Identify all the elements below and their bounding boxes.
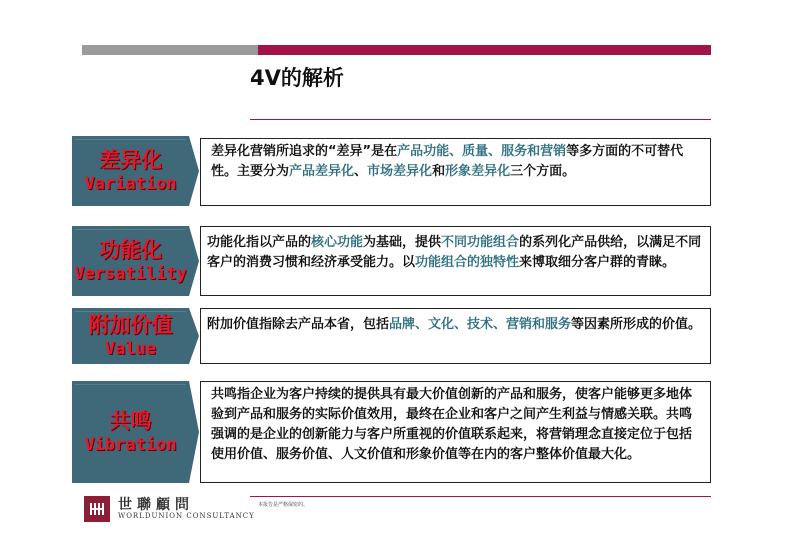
desc-vibration [200,381,711,483]
tag-variation [72,136,189,206]
highlight-text: 形象差异化 [445,164,511,179]
body-text: 附加价值指除去产品本省，包括 [207,317,390,332]
body-text: 三个方面。 [510,164,576,179]
highlight-text: 品牌、文化、技术、营销和服务 [389,317,572,332]
tag-en-label: Variation [84,174,177,194]
body-text: 功能化指以产品的 [207,235,312,250]
title-rule [250,119,711,120]
tag-value [72,308,189,364]
logo-cn-text: 世聯顧問 [118,497,194,513]
tag-cn-label: 功能化 [99,238,162,262]
body-text: 共鸣指企业为客户持续的提供具有最大价值创新的产品和服务，使客户能够更多地体验到产品和服务的实际价值效用，最终在企业和客户之间产生利益与情感关联。共鸣强调的是企业的创新能力与客户所重视的价值联系起来，将营销理念直接定位于包括使用价值、服务价值、人文价值和形象价值等在内的客户整体价值最大化。 [211,387,693,462]
highlight-text: 功能组合的独特性 [415,255,520,270]
tag-versatility [72,226,189,296]
tag-vibration [72,381,189,483]
tag-en-label: Vibration [84,435,177,455]
desc-variation [200,138,711,206]
logo-icon [84,496,110,522]
desc-versatility [200,226,711,296]
body-text: 差异化营销所追求的“差异”是在 [211,144,398,159]
highlight-text: 不同功能组合 [441,235,520,250]
highlight-text: 市场差异化 [367,164,433,179]
body-text: 等多方面的不可替代性。主要分为 [211,144,684,179]
highlight-text: 产品功能、质量、服务和营销 [397,144,567,159]
body-text: 的系列化产品供给，以满足不同客户的消费习惯和经济承受能力。以 [207,235,702,270]
body-text: 等因素所形成的价值。 [571,317,702,332]
highlight-text: 产品差异化 [289,164,355,179]
tag-en-label: Value [104,339,157,359]
desc-value [200,308,711,364]
footer-rule [250,496,711,497]
confidential-note: 本报告是严格保密的。 [258,502,309,508]
logo-en-text: WORLDUNION CONSULTANCY [118,512,255,520]
tag-cn-label: 共鸣 [109,409,152,433]
tag-cn-label: 差异化 [99,148,162,172]
tag-cn-label: 附加价值 [88,313,173,337]
body-text: 、 [354,164,368,179]
body-text: 和 [432,164,446,179]
header-bar-gray [82,45,258,55]
tag-en-label: Versatility [74,264,187,284]
page-title: 4V的解析 [250,66,344,90]
body-text: 为基础，提供 [363,235,442,250]
body-text: 来博取细分客户群的青睐。 [519,255,676,270]
highlight-text: 核心功能 [311,235,364,250]
header-bar-accent [258,45,711,55]
logo-mark-icon [88,500,106,518]
